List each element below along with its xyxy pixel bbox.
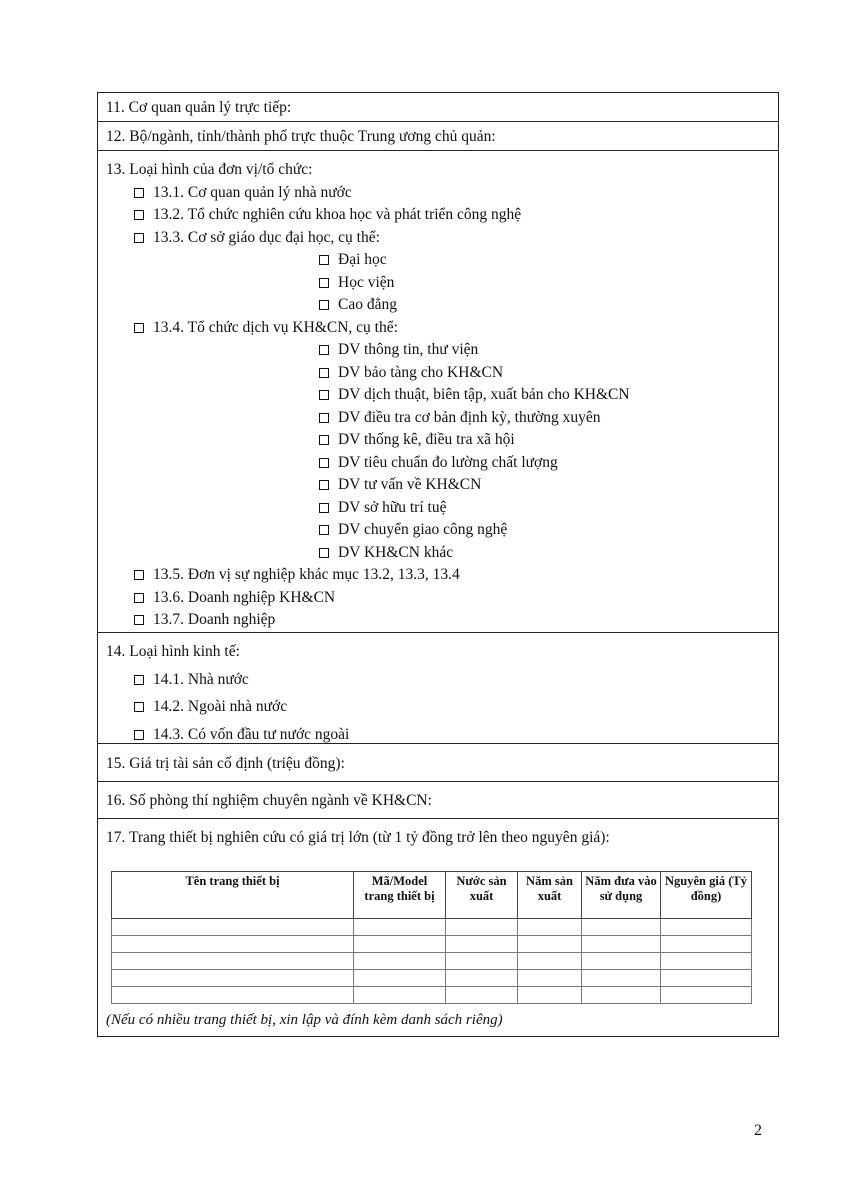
checkbox[interactable] bbox=[134, 570, 144, 580]
header-use-year: Năm đưa vào sử dụng bbox=[582, 872, 661, 919]
option-13-5[interactable] bbox=[134, 565, 460, 585]
row-item-15 bbox=[98, 744, 778, 782]
checkbox[interactable] bbox=[134, 615, 144, 625]
option-label: 13.7. Doanh nghiệp bbox=[153, 611, 276, 628]
table-cell[interactable] bbox=[582, 970, 661, 987]
option-label: 13.2. Tổ chức nghiên cứu khoa học và phát triển công nghệ bbox=[153, 206, 522, 223]
option-dv-chuyen-giao[interactable] bbox=[319, 520, 507, 540]
option-13-3[interactable] bbox=[134, 228, 380, 248]
header-original-cost: Nguyên giá (Tỷ đồng) bbox=[661, 872, 752, 919]
option-13-1[interactable] bbox=[134, 183, 352, 203]
checkbox[interactable] bbox=[134, 593, 144, 603]
checkbox[interactable] bbox=[319, 413, 329, 423]
table-cell[interactable] bbox=[518, 987, 582, 1004]
checkbox[interactable] bbox=[319, 435, 329, 445]
table-cell[interactable] bbox=[354, 953, 446, 970]
table-cell[interactable] bbox=[661, 987, 752, 1004]
table-header-row bbox=[112, 872, 752, 919]
table-cell[interactable] bbox=[446, 970, 518, 987]
option-dv-khac[interactable] bbox=[319, 543, 453, 563]
table-cell[interactable] bbox=[518, 953, 582, 970]
checkbox[interactable] bbox=[134, 323, 144, 333]
option-13-7[interactable] bbox=[134, 610, 275, 630]
table-row bbox=[112, 987, 752, 1004]
table-cell[interactable] bbox=[354, 970, 446, 987]
equipment-note: (Nếu có nhiều trang thiết bị, xin lập và đính kèm danh sách riêng) bbox=[106, 1012, 503, 1028]
option-13-2[interactable] bbox=[134, 205, 521, 225]
row-item-14 bbox=[98, 633, 778, 744]
option-label: 13.4. Tổ chức dịch vụ KH&CN, cụ thể: bbox=[153, 319, 398, 336]
option-13-6[interactable] bbox=[134, 588, 335, 608]
row-item-13 bbox=[98, 151, 778, 633]
option-label: Học viện bbox=[338, 274, 395, 291]
table-row bbox=[112, 953, 752, 970]
option-14-3[interactable] bbox=[134, 725, 349, 743]
table-cell[interactable] bbox=[112, 919, 354, 936]
item-12-label: 12. Bộ/ngành, tỉnh/thành phố trực thuộc Trung ương chủ quản: bbox=[106, 128, 496, 145]
checkbox[interactable] bbox=[319, 458, 329, 468]
table-cell[interactable] bbox=[354, 987, 446, 1004]
table-cell[interactable] bbox=[112, 936, 354, 953]
item-13-title: 13. Loại hình của đơn vị/tổ chức: bbox=[106, 161, 313, 178]
row-item-17 bbox=[98, 819, 778, 1036]
table-cell[interactable] bbox=[112, 970, 354, 987]
option-dv-bao-tang[interactable] bbox=[319, 363, 503, 383]
option-dv-tu-van[interactable] bbox=[319, 475, 481, 495]
table-cell[interactable] bbox=[446, 936, 518, 953]
option-label: DV tư vấn về KH&CN bbox=[338, 476, 482, 493]
table-cell[interactable] bbox=[582, 953, 661, 970]
header-model: Mã/Model trang thiết bị bbox=[354, 872, 446, 919]
checkbox[interactable] bbox=[134, 210, 144, 220]
table-cell[interactable] bbox=[518, 970, 582, 987]
item-16-label: 16. Số phòng thí nghiệm chuyên ngành về KH&CN: bbox=[106, 792, 432, 809]
option-label: 13.6. Doanh nghiệp KH&CN bbox=[153, 589, 336, 606]
option-dv-thong-ke[interactable] bbox=[319, 430, 515, 450]
checkbox[interactable] bbox=[134, 188, 144, 198]
option-14-2[interactable] bbox=[134, 697, 287, 717]
item-15-label: 15. Giá trị tài sản cố định (triệu đồng): bbox=[106, 755, 345, 772]
table-cell[interactable] bbox=[518, 936, 582, 953]
table-cell[interactable] bbox=[582, 936, 661, 953]
table-cell[interactable] bbox=[582, 919, 661, 936]
option-label: 13.1. Cơ quan quản lý nhà nước bbox=[153, 184, 352, 201]
option-cao-dang[interactable] bbox=[319, 295, 397, 315]
option-label: 13.3. Cơ sở giáo dục đại học, cụ thể: bbox=[153, 229, 380, 246]
option-label: DV KH&CN khác bbox=[338, 544, 454, 561]
table-row bbox=[112, 919, 752, 936]
option-label: Cao đẳng bbox=[338, 296, 397, 313]
table-cell[interactable] bbox=[446, 919, 518, 936]
equipment-table bbox=[111, 871, 752, 1004]
row-item-12 bbox=[98, 122, 778, 151]
table-cell[interactable] bbox=[112, 953, 354, 970]
table-cell[interactable] bbox=[354, 936, 446, 953]
option-label: DV thông tin, thư viện bbox=[338, 341, 479, 358]
option-label: DV sở hữu trí tuệ bbox=[338, 499, 447, 516]
checkbox[interactable] bbox=[134, 233, 144, 243]
checkbox[interactable] bbox=[319, 368, 329, 378]
option-label: 14.3. Có vốn đầu tư nước ngoài bbox=[153, 726, 350, 743]
option-label: 14.2. Ngoài nhà nước bbox=[153, 698, 288, 715]
option-label: DV bảo tàng cho KH&CN bbox=[338, 364, 504, 381]
page-number: 2 bbox=[754, 1122, 762, 1139]
option-dv-dieu-tra-co-ban[interactable] bbox=[319, 408, 601, 428]
checkbox[interactable] bbox=[134, 702, 144, 712]
option-label: DV dịch thuật, biên tập, xuất bản cho KH&CN bbox=[338, 386, 630, 403]
option-dv-thong-tin[interactable] bbox=[319, 340, 478, 360]
table-cell[interactable] bbox=[661, 919, 752, 936]
table-cell[interactable] bbox=[446, 987, 518, 1004]
checkbox[interactable] bbox=[319, 255, 329, 265]
table-row bbox=[112, 970, 752, 987]
option-label: DV tiêu chuẩn đo lường chất lượng bbox=[338, 454, 558, 471]
checkbox[interactable] bbox=[319, 480, 329, 490]
table-cell[interactable] bbox=[661, 936, 752, 953]
header-equipment-name: Tên trang thiết bị bbox=[112, 872, 354, 919]
checkbox[interactable] bbox=[134, 675, 144, 685]
option-dv-so-huu-tri-tue[interactable] bbox=[319, 498, 446, 518]
item-14-title: 14. Loại hình kinh tế: bbox=[106, 643, 240, 660]
table-row bbox=[112, 936, 752, 953]
checkbox[interactable] bbox=[319, 278, 329, 288]
option-hoc-vien[interactable] bbox=[319, 273, 394, 293]
header-manufacture-year: Năm sản xuất bbox=[518, 872, 582, 919]
checkbox[interactable] bbox=[319, 548, 329, 558]
table-cell[interactable] bbox=[661, 953, 752, 970]
checkbox[interactable] bbox=[319, 525, 329, 535]
option-label: DV điều tra cơ bản định kỳ, thường xuyên bbox=[338, 409, 601, 426]
option-label: DV chuyển giao công nghệ bbox=[338, 521, 508, 538]
option-label: DV thống kê, điều tra xã hội bbox=[338, 431, 515, 448]
form-table bbox=[97, 92, 779, 1037]
checkbox[interactable] bbox=[319, 345, 329, 355]
row-item-11 bbox=[98, 93, 778, 122]
checkbox[interactable] bbox=[134, 730, 144, 740]
row-item-16 bbox=[98, 782, 778, 819]
table-cell[interactable] bbox=[661, 970, 752, 987]
item-11-label: 11. Cơ quan quản lý trực tiếp: bbox=[106, 99, 292, 116]
option-label: 14.1. Nhà nước bbox=[153, 671, 249, 688]
option-dv-tieu-chuan[interactable] bbox=[319, 453, 558, 473]
header-country: Nước sản xuất bbox=[446, 872, 518, 919]
checkbox[interactable] bbox=[319, 390, 329, 400]
table-cell[interactable] bbox=[518, 919, 582, 936]
option-dai-hoc[interactable] bbox=[319, 250, 387, 270]
option-label: 13.5. Đơn vị sự nghiệp khác mục 13.2, 13.3, 13.4 bbox=[153, 566, 460, 583]
checkbox[interactable] bbox=[319, 503, 329, 513]
option-label: Đại học bbox=[338, 251, 387, 268]
table-cell[interactable] bbox=[582, 987, 661, 1004]
table-cell[interactable] bbox=[446, 953, 518, 970]
option-14-1[interactable] bbox=[134, 670, 249, 690]
table-cell[interactable] bbox=[112, 987, 354, 1004]
checkbox[interactable] bbox=[319, 300, 329, 310]
item-17-title: 17. Trang thiết bị nghiên cứu có giá trị lớn (từ 1 tỷ đồng trở lên theo nguyên giá): bbox=[106, 829, 610, 846]
option-13-4[interactable] bbox=[134, 318, 398, 338]
table-cell[interactable] bbox=[354, 919, 446, 936]
option-dv-dich-thuat[interactable] bbox=[319, 385, 630, 405]
